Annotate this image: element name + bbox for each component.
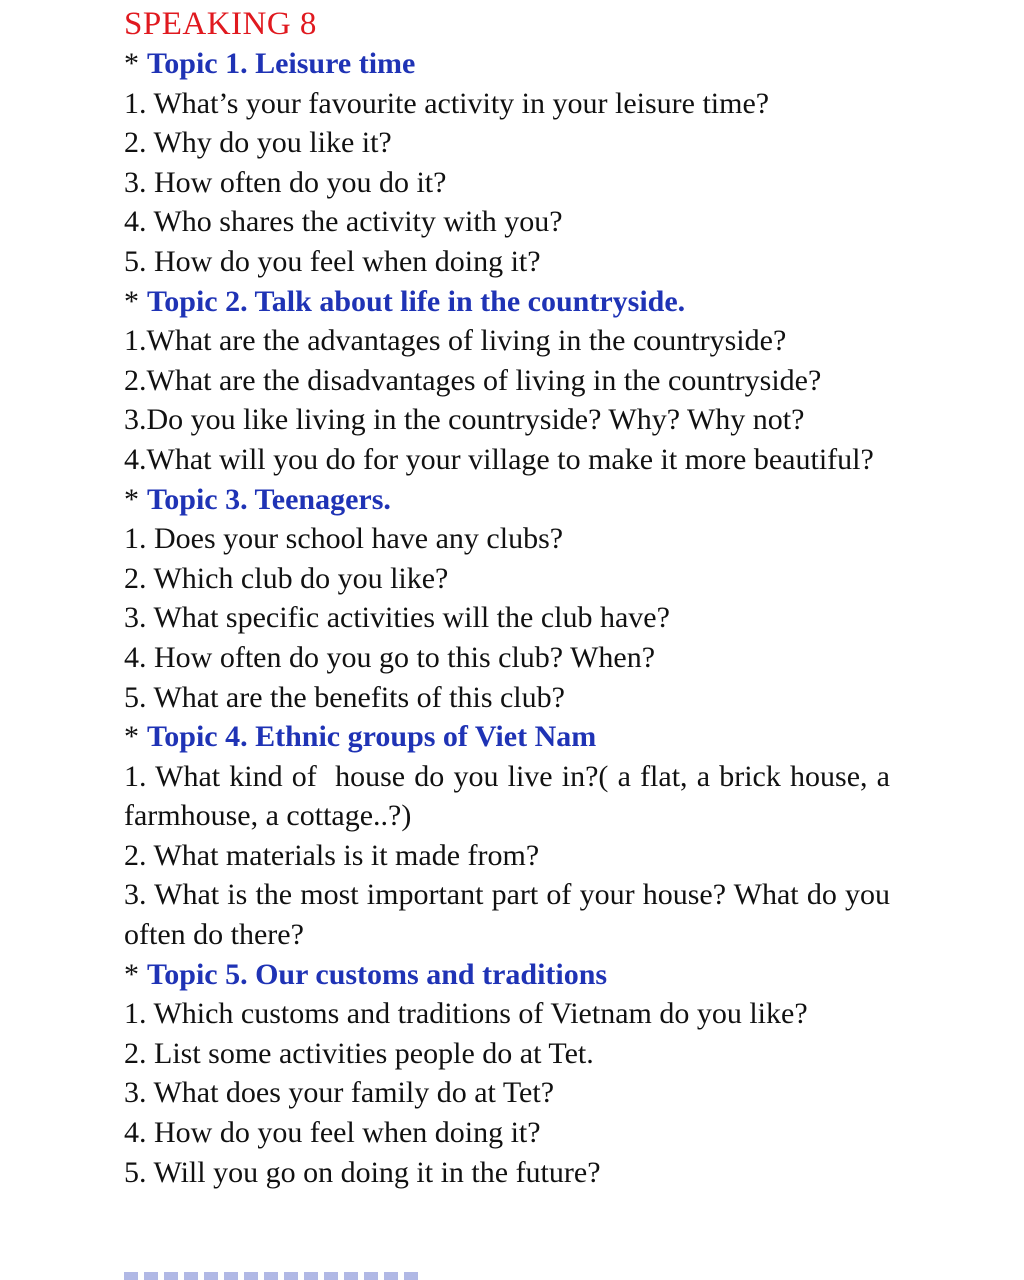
page-title: SPEAKING 8 — [124, 6, 317, 42]
question-5-5: 5. Will you go on doing it in the future? — [124, 1155, 601, 1189]
topic-heading-1 — [124, 44, 904, 84]
question-5-4: 4. How do you feel when doing it? — [124, 1116, 541, 1150]
bullet-star: * — [124, 720, 139, 754]
bullet-star: * — [124, 957, 139, 991]
question-5-2: 2. List some activities people do at Tet. — [124, 1036, 594, 1070]
question-1-3: 3. How often do you do it? — [124, 165, 447, 199]
topic-heading-4 — [124, 717, 904, 757]
topic-title: Topic 2. Talk about life in the countryside. — [147, 284, 686, 318]
question-1-1: 1. What’s your favourite activity in your leisure time? — [124, 86, 770, 120]
topic-heading-2 — [124, 282, 904, 322]
question-4-3: 3. What is the most important part of your house? What do you often do there? — [124, 878, 890, 952]
topic-heading-5 — [124, 955, 904, 995]
question-4-2: 2. What materials is it made from? — [124, 838, 540, 872]
question-5-1: 1. Which customs and traditions of Vietnam do you like? — [124, 997, 808, 1031]
question-2-1: 1.What are the advantages of living in the countryside? — [124, 324, 787, 358]
question-4-1: 1. What kind of house do you live in?( a flat, a brick house, a farmhouse, a cottage..?) — [124, 759, 898, 833]
question-3-5: 5. What are the benefits of this club? — [124, 680, 565, 714]
topic-heading-3 — [124, 480, 904, 520]
worksheet — [124, 4, 904, 1192]
bullet-star: * — [124, 284, 139, 318]
question-3-2: 2. Which club do you like? — [124, 561, 449, 595]
question-5-3: 3. What does your family do at Tet? — [124, 1076, 555, 1110]
question-3-4: 4. How often do you go to this club? When? — [124, 640, 656, 674]
question-1-4: 4. Who shares the activity with you? — [124, 205, 563, 239]
question-3-3: 3. What specific activities will the club have? — [124, 601, 670, 635]
topic-title: Topic 3. Teenagers. — [147, 482, 391, 516]
question-3-1: 1. Does your school have any clubs? — [124, 522, 564, 556]
question-1-5: 5. How do you feel when doing it? — [124, 244, 541, 278]
bullet-star: * — [124, 482, 139, 516]
topic-title: Topic 5. Our customs and traditions — [147, 957, 608, 991]
topic-title: Topic 4. Ethnic groups of Viet Nam — [147, 720, 597, 754]
question-2-2: 2.What are the disadvantages of living in the countryside? — [124, 363, 822, 397]
topic-title: Topic 1. Leisure time — [147, 47, 416, 80]
question-2-3: 3.Do you like living in the countryside? Why? Why not? — [124, 403, 805, 437]
question-2-4: 4.What will you do for your village to make it more beautiful? — [124, 442, 874, 476]
question-1-2: 2. Why do you like it? — [124, 126, 392, 160]
bullet-star: * — [124, 47, 139, 80]
